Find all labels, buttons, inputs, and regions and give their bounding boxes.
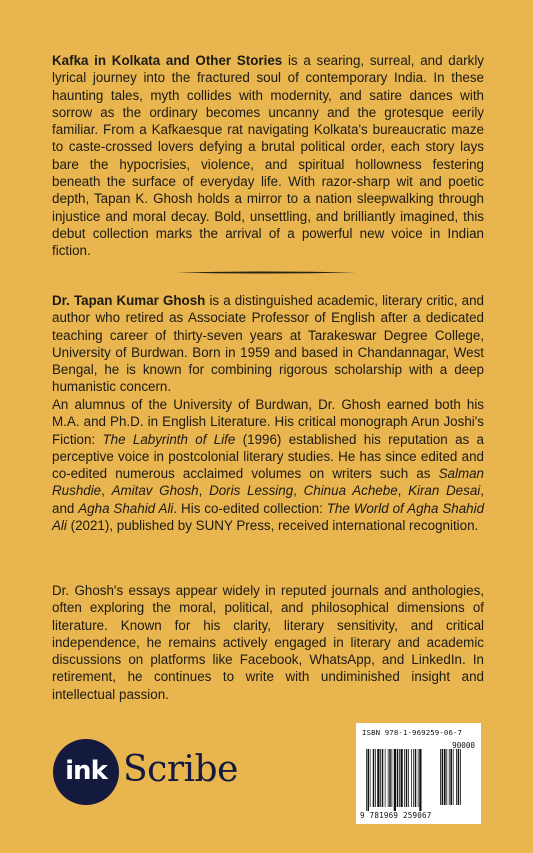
- barcode-bar: [406, 749, 408, 807]
- writer-name: Agha Shahid Ali: [78, 500, 174, 516]
- separator: ,: [293, 483, 304, 499]
- addon-bar: [442, 749, 444, 805]
- barcode-bar: [370, 749, 371, 807]
- barcode-digits: 9 781969 259067: [360, 811, 432, 820]
- addon-bar: [440, 749, 441, 805]
- author-bio-career: [52, 396, 484, 534]
- barcode-bar: [392, 749, 393, 807]
- writer-name: Salman Rushdie: [52, 466, 484, 499]
- barcode-bar: [366, 749, 367, 811]
- separator: ,: [198, 483, 210, 499]
- barcode-bar: [397, 749, 399, 807]
- barcode-bar: [375, 749, 376, 807]
- separator: ,: [397, 483, 409, 499]
- author-name: Dr. Tapan Kumar Ghosh: [52, 293, 206, 308]
- barcode-bar: [388, 749, 389, 807]
- addon-bar: [456, 749, 457, 805]
- barcode-bar: [382, 749, 384, 807]
- bio-text: (1996) established his reputation as a perceptive voice in postcolonial literary studies. He has since edited and co-edited numerous acclaimed volumes on writers such as: [52, 431, 484, 482]
- book-title-italic: The World of Agha Shahid Ali: [52, 500, 485, 534]
- barcode-bar: [368, 749, 370, 811]
- barcode-bar: [373, 749, 375, 807]
- blurb-text: is a searing, surreal, and darkly lyrical journey into the fractured soul of contemporary India. In these haunting tales, myth collides with modernity, and satire dances with sorrow as the ordinary becomes uncanny and the grotesque eerily familiar. From a Kafkaesque rat navigating Kolkata's bureaucratic maze to caste-crossed lovers defying a brutal political order, each story lays bare the hypocrisies, violence, and spiritual hollowness festering beneath the surface of everyday life. With razor-sharp wit and poetic depth, Tapan K. Ghosh holds a mirror to a nation sleepwalking through injustice and moral decay. Bold, unsettling, and brilliantly imagined, this debut collection marks the arrival of a powerful new voice in Indian fiction.: [52, 53, 484, 259]
- barcode-bar: [408, 749, 409, 807]
- logo-mark: ink: [65, 756, 107, 786]
- bio-text: An alumnus of the University of Burdwan, Dr. Ghosh earned both his M.A. and Ph.D. in English Literature. His critical monograph Arun Joshi's Fiction:: [52, 397, 484, 447]
- author-bio-intro: [52, 292, 484, 396]
- barcode-bar: [377, 749, 379, 807]
- author-bio-essays: [52, 582, 484, 703]
- book-title: Kafka in Kolkata and Other Stories: [52, 53, 283, 68]
- addon-bar: [450, 749, 452, 805]
- addon-bars: [440, 749, 476, 809]
- isbn-barcode: [356, 723, 481, 824]
- barcode-bar: [389, 749, 391, 807]
- writer-name: Chinua Achebe: [303, 483, 398, 499]
- logo-circle: [53, 739, 119, 805]
- separator: , and: [52, 483, 484, 516]
- barcode-bar: [404, 749, 405, 807]
- addon-bar: [449, 749, 450, 805]
- section-divider: [176, 271, 356, 274]
- bio-intro-text: is a distinguished academic, literary critic, and author who retired as Associate Professor of English after a dedicated teaching career of thirty-seven years at Tarakeswar Degree College, University of Burdwan. Born in 1959 and based in Chandannagar, West Bengal, he is known for combining rigorous scholarship with a deep humanistic concern.: [52, 293, 484, 395]
- book-title-italic: The Labyrinth of Life: [102, 431, 236, 447]
- barcode-bar: [401, 749, 403, 807]
- isbn-label: ISBN 978-1-969259-06-7: [362, 728, 463, 737]
- barcode-bar: [385, 749, 386, 807]
- barcode-bar: [411, 749, 412, 807]
- writer-name: Kiran Desai: [408, 483, 481, 499]
- barcode-bar: [418, 749, 419, 807]
- writer-name: Amitav Ghosh: [111, 483, 199, 499]
- separator: ,: [101, 483, 112, 499]
- addon-bar: [444, 749, 446, 805]
- barcode-addon: 90000: [452, 741, 475, 750]
- barcode-bar: [413, 749, 414, 807]
- barcode-bars: [366, 739, 438, 813]
- bio-essays-text: Dr. Ghosh's essays appear widely in reputed journals and anthologies, often exploring the moral, political, and philosophical dimensions of literature. Known for his clarity, literary sensitivity, and critical independence, he remains actively engaged in literary and academic discussions on platforms like Facebook, WhatsApp, and LinkedIn. In retirement, he continues to write with undiminished insight and intellectual passion.: [52, 583, 484, 702]
- addon-bar: [460, 749, 461, 805]
- barcode-bar: [399, 749, 400, 807]
- logo-wordmark: Scribe: [123, 749, 238, 790]
- barcode-bar: [419, 749, 421, 811]
- bio-text: . His co-edited collection:: [173, 500, 327, 516]
- barcode-bar: [380, 749, 381, 807]
- publisher-logo: [53, 739, 253, 811]
- barcode-bar: [415, 749, 417, 807]
- writer-name: Doris Lessing: [209, 483, 294, 499]
- addon-bar: [453, 749, 454, 805]
- addon-bar: [458, 749, 460, 805]
- bio-text: (2021), published by SUNY Press, received international recognition.: [66, 518, 479, 534]
- addon-bar: [446, 749, 447, 805]
- book-blurb: [52, 52, 484, 260]
- barcode-bar: [394, 749, 396, 811]
